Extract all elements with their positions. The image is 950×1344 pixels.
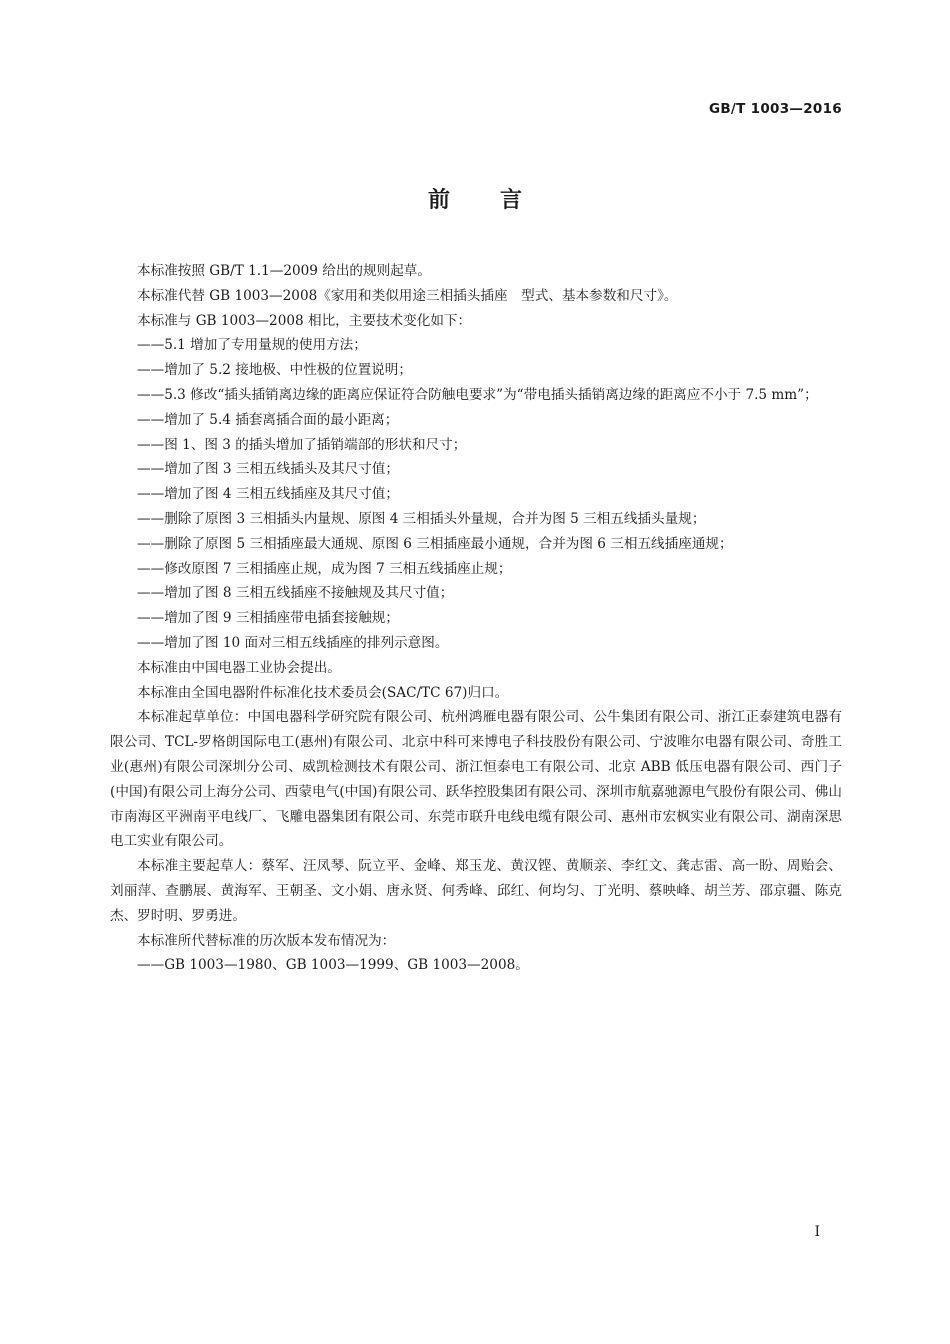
page-number: I — [814, 1224, 820, 1240]
change-item: ——5.1 增加了专用量规的使用方法； — [137, 337, 367, 354]
history-intro-paragraph: 本标准所代替标准的历次版本发布情况为： — [137, 932, 396, 949]
drafting-rules-paragraph: 本标准按照 GB/T 1.1—2009 给出的规则起草。 — [137, 263, 431, 279]
drafters-paragraph: 本标准主要起草人：蔡军、汪凤琴、阮立平、金峰、郑玉龙、黄汉铿、黄顺亲、李红文、龚志雷、高一盼、周贻会、刘丽萍、查鹏展、黄海军、王朝圣、文小娟、唐永贤、何秀峰、邱红、何均匀、丁光明、蔡映峰、胡兰芳、邵京疆、陈克杰、罗时明、罗勇进。 — [110, 858, 842, 924]
committee-paragraph: 本标准由全国电器附件标准化技术委员会(SAC/TC 67)归口。 — [137, 684, 509, 701]
page-title: 前言 — [427, 188, 572, 213]
foreword-body — [110, 259, 842, 978]
change-item: ——5.3 修改“插头插销离边缘的距离应保证符合防触电要求”为“带电插头插销离边缘的距离应不小于 7.5 mm”； — [137, 386, 818, 403]
proposer-paragraph: 本标准由中国电器工业协会提出。 — [137, 659, 341, 676]
change-item: ——修改原图 7 三相插座止规，成为图 7 三相五线插座止规； — [137, 560, 512, 577]
change-item: ——增加了 5.2 接地极、中性极的位置说明； — [137, 362, 412, 379]
change-item: ——增加了图 10 面对三相五线插座的排列示意图。 — [137, 634, 449, 651]
change-item: ——图 1、图 3 的插头增加了插销端部的形状和尺寸； — [137, 436, 467, 453]
history-item: ——GB 1003—1980、GB 1003—1999、GB 1003—2008。 — [137, 957, 529, 974]
change-item: ——增加了图 4 三相五线插座及其尺寸值； — [137, 486, 399, 503]
change-item: ——增加了图 3 三相五线插头及其尺寸值； — [137, 461, 399, 478]
standard-code: GB/T 1003—2016 — [708, 101, 842, 117]
change-item: ——增加了 5.4 插套离插合面的最小距离； — [137, 411, 399, 428]
change-item: ——删除了原图 3 三相插头内量规、原图 4 三相插头外量规，合并为图 5 三相五线插头量规； — [137, 510, 706, 527]
replacement-paragraph: 本标准代替 GB 1003—2008《家用和类似用途三相插头插座 型式、基本参数和尺寸》。 — [137, 287, 678, 304]
change-item: ——增加了图 9 三相插座带电插套接触规； — [137, 610, 399, 627]
drafting-units-paragraph: 本标准起草单位：中国电器科学研究院有限公司、杭州鸿雁电器有限公司、公牛集团有限公司、浙江正泰建筑电器有限公司、TCL-罗格朗国际电工(惠州)有限公司、北京中科可来博电子科技股份有限公司、宁波唯尔电器有限公司、奇胜工业(惠州)有限公司深圳分公司、威凯检测技术有限公司、浙江恒泰电工有限公司、北京 ABB 低压电器有限公司、西门子(中国)有限公司上海分公司、西蒙电气(中国)有限公司、跃华控股集团有限公司、深圳市航嘉驰源电气股份有限公司、佛山市南海区平洲南平电线厂、飞雕电器集团有限公司、东莞市联升电线电缆有限公司、惠州市宏枫实业有限公司、湖南深思电工实业有限公司。 — [110, 709, 842, 850]
change-item: ——增加了图 8 三相五线插座不接触规及其尺寸值； — [137, 585, 454, 602]
change-item: ——删除了原图 5 三相插座最大通规、原图 6 三相插座最小通规，合并为图 6 三相五线插座通规； — [137, 535, 733, 552]
changes-intro-paragraph: 本标准与 GB 1003—2008 相比，主要技术变化如下： — [137, 312, 472, 329]
